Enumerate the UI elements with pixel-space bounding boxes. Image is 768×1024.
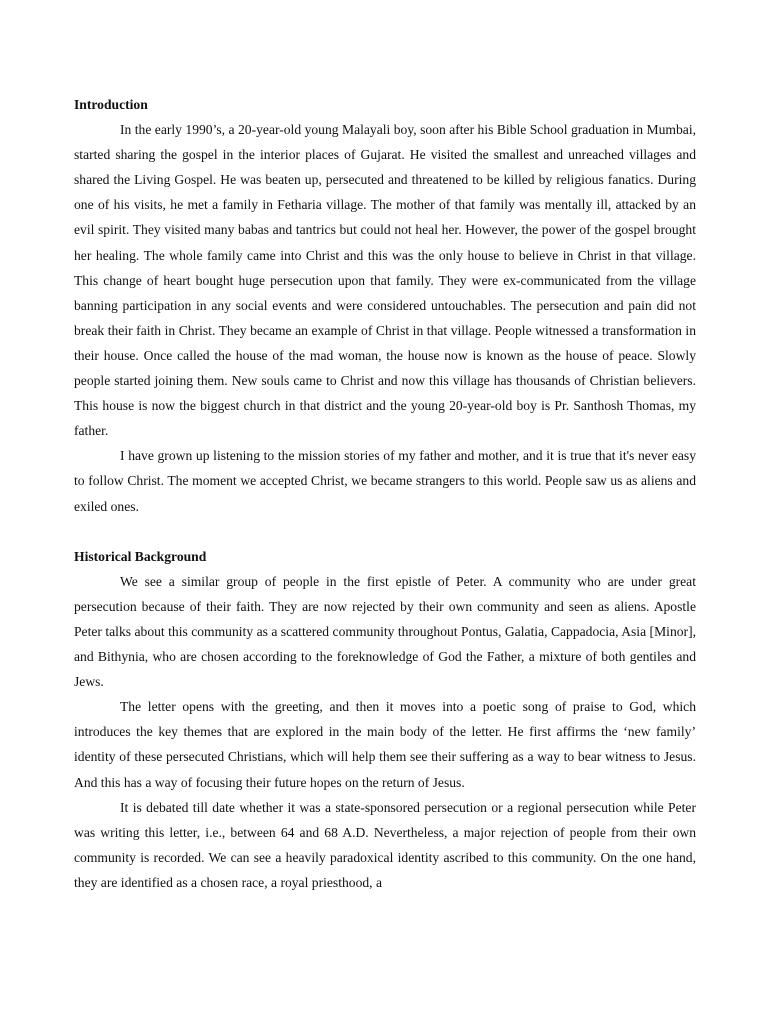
section-heading: Historical Background: [74, 548, 207, 564]
paragraph: I have grown up listening to the mission stories of my father and mother, and it is true that it's never easy to follow Christ. The moment we accepted Christ, we became strangers to this world. People saw us as aliens and exiled ones.: [74, 448, 696, 514]
section-historical-background: [74, 544, 696, 895]
paragraph: The letter opens with the greeting, and then it moves into a poetic song of praise to God, which introduces the key themes that are explored in the main body of the letter. He first affirms the ‘new family’ identity of these persecuted Christians, which will help them see their suffering as a way to bear witness to Jesus. And this has a way of focusing their future hopes on the return of Jesus.: [74, 699, 696, 790]
paragraph: In the early 1990’s, a 20-year-old young Malayali boy, soon after his Bible School graduation in Mumbai, started sharing the gospel in the interior places of Gujarat. He visited the smallest and unreached villages and shared the Living Gospel. He was beaten up, persecuted and threatened to be killed by religious fanatics. During one of his visits, he met a family in Fetharia village. The mother of that family was mentally ill, attacked by an evil spirit. They visited many babas and tantrics but could not heal her. However, the power of the gospel brought her healing. The whole family came into Christ and this was the only house to believe in Christ in that village. This change of heart bought huge persecution upon that family. They were ex-communicated from the village banning participation in any social events and were considered untouchables. The persecution and pain did not break their faith in Christ. They became an example of Christ in that village. People witnessed a transformation in their house. Once called the house of the mad woman, the house now is known as the house of peace. Slowly people started joining them. New souls came to Christ and now this village has thousands of Christian believers. This house is now the biggest church in that district and the young 20-year-old boy is Pr. Santhosh Thomas, my father.: [74, 122, 696, 439]
paragraph: We see a similar group of people in the first epistle of Peter. A community who are under great persecution because of their faith. They are now rejected by their own community and seen as aliens. Apostle Peter talks about this community as a scattered community throughout Pontus, Galatia, Cappadocia, Asia [Minor], and Bithynia, who are chosen according to the foreknowledge of God the Father, a mixture of both gentiles and Jews.: [74, 573, 696, 690]
section-spacer: [74, 519, 696, 544]
section-heading: Introduction: [74, 97, 148, 112]
section-introduction: [74, 92, 696, 519]
paragraph: It is debated till date whether it was a state-sponsored persecution or a regional persecution while Peter was writing this letter, i.e., between 64 and 68 A.D. Nevertheless, a major rejection of people from their own community is recorded. We can see a heavily paradoxical identity ascribed to this community. On the one hand, they are identified as a chosen race, a royal priesthood, a: [74, 799, 696, 890]
document-body: [74, 92, 696, 895]
